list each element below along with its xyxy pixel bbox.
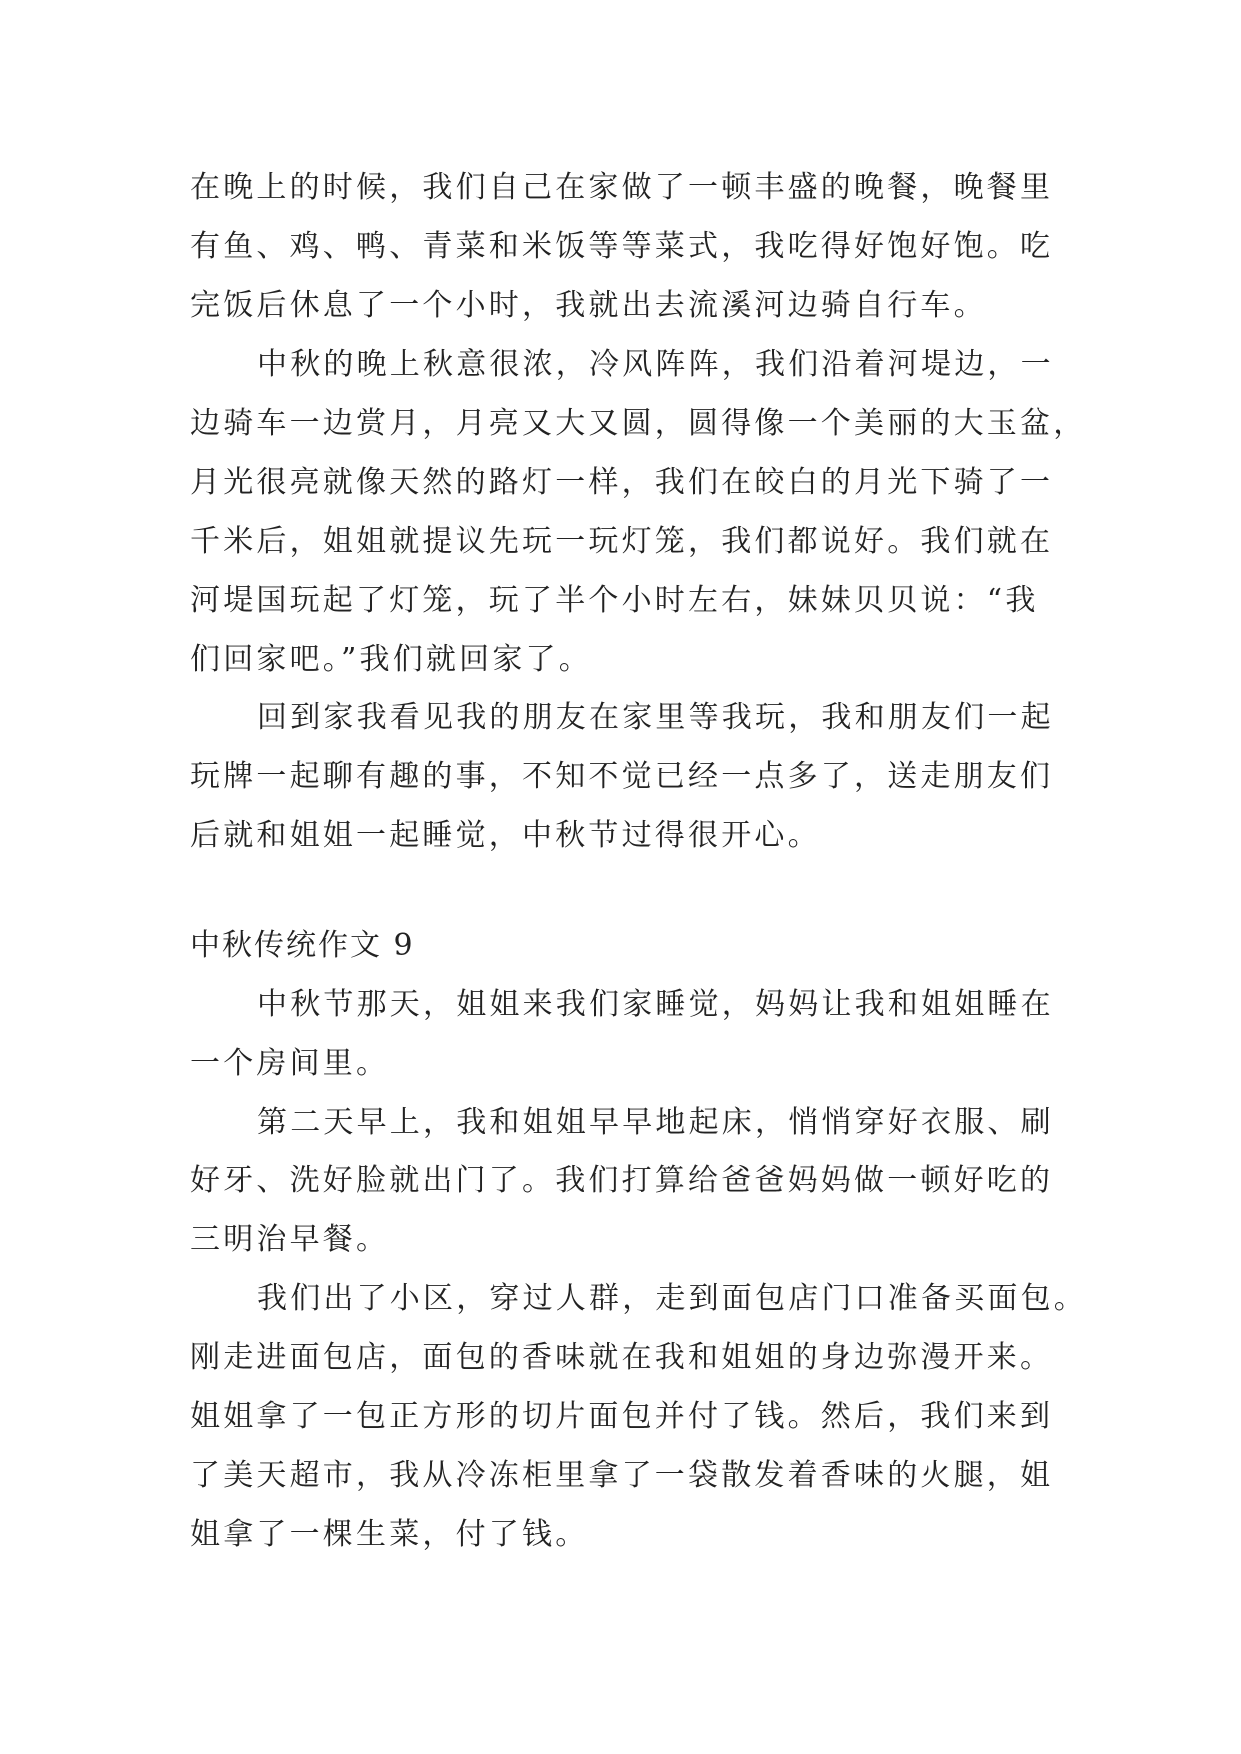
text-line: 完饭后休息了一个小时，我就出去流溪河边骑自行车。 [190,288,987,323]
text-line: 一个房间里。 [190,1046,390,1081]
text-line: 三明治早餐。 [190,1222,390,1257]
text-line: 千米后，姐姐就提议先玩一玩灯笼，我们都说好。我们就在 [190,524,1054,559]
text-line: 姐拿了一棵生菜，付了钱。 [190,1517,589,1552]
text-line: 月光很亮就像天然的路灯一样，我们在皎白的月光下骑了一 [190,465,1054,500]
text-line: 姐姐拿了一包正方形的切片面包并付了钱。然后，我们来到 [190,1399,1054,1434]
text-line: 中秋节那天，姐姐来我们家睡觉，妈妈让我和姐姐睡在 [257,987,1054,1022]
text-line: 们回家吧。”我们就回家了。 [190,642,592,677]
text-line: 玩牌一起聊有趣的事，不知不觉已经一点多了，送走朋友们 [190,759,1054,794]
text-line: 河堤国玩起了灯笼，玩了半个小时左右，妹妹贝贝说：“我 [190,583,1039,618]
text-line: 后就和姐姐一起睡觉，中秋节过得很开心。 [190,818,821,853]
text-line: 第二天早上，我和姐姐早早地起床，悄悄穿好衣服、刷 [257,1105,1054,1140]
text-line: 在晚上的时候，我们自己在家做了一顿丰盛的晚餐，晚餐里 [190,170,1054,205]
text-line: 中秋的晚上秋意很浓，冷风阵阵，我们沿着河堤边，一 [257,347,1054,382]
text-line: 有鱼、鸡、鸭、青菜和米饭等等菜式，我吃得好饱好饱。吃 [190,229,1054,264]
text-line: 回到家我看见我的朋友在家里等我玩，我和朋友们一起 [257,700,1054,735]
text-line: 我们出了小区，穿过人群，走到面包店门口准备买面包。 [257,1281,1087,1316]
text-line: 边骑车一边赏月，月亮又大又圆，圆得像一个美丽的大玉盆， [190,406,1087,441]
section-title: 中秋传统作文 9 [190,928,415,963]
text-line: 刚走进面包店，面包的香味就在我和姐姐的身边弥漫开来。 [190,1340,1054,1375]
text-line: 了美天超市，我从冷冻柜里拿了一袋散发着香味的火腿，姐 [190,1458,1054,1493]
text-line: 好牙、洗好脸就出门了。我们打算给爸爸妈妈做一顿好吃的 [190,1163,1054,1198]
